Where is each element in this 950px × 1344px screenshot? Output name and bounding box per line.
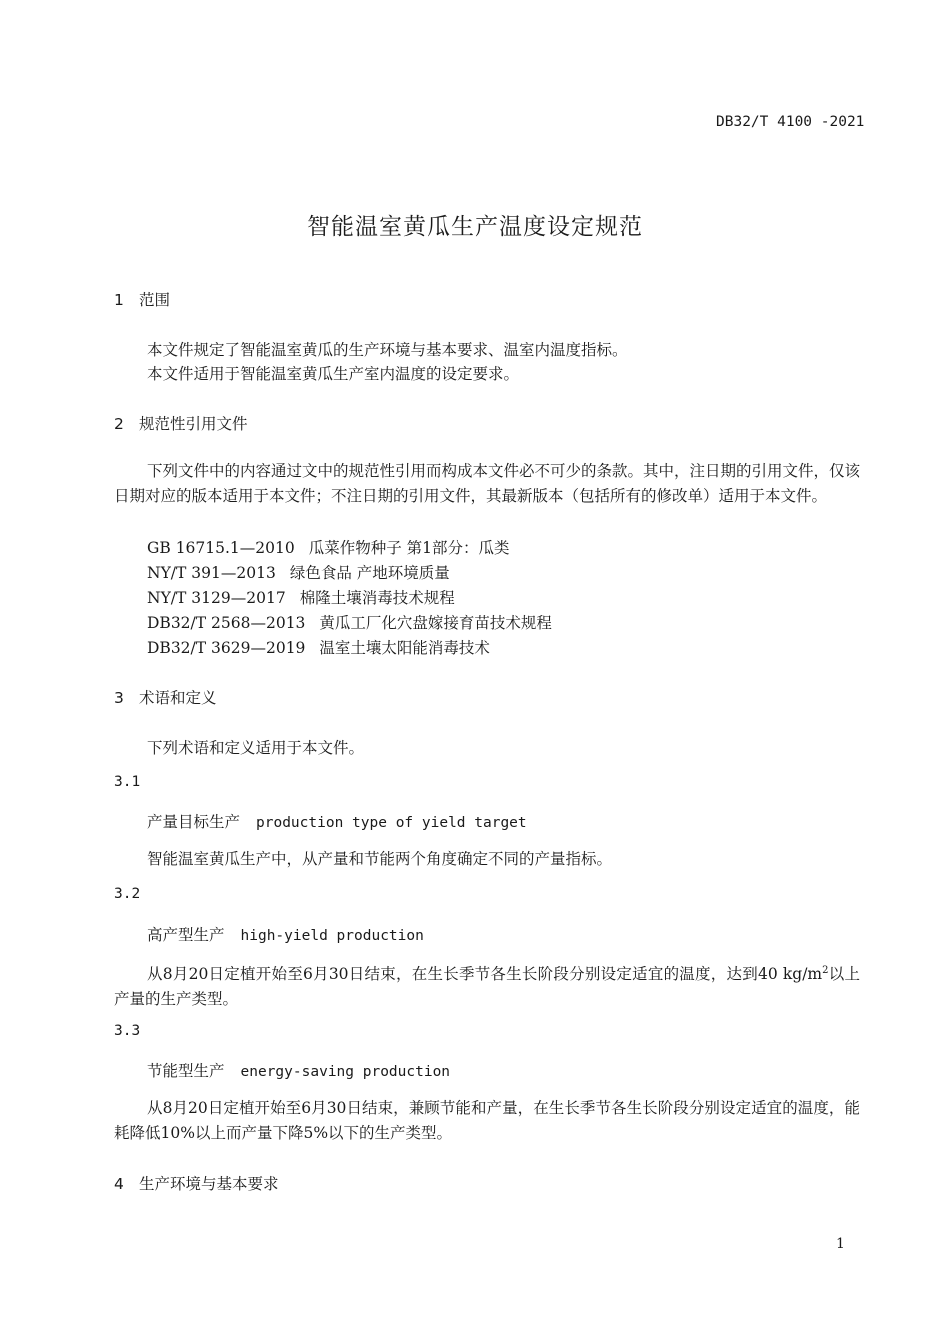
reference-code: NY/T 3129—2017	[147, 589, 286, 607]
term-heading	[147, 1059, 450, 1081]
section-title: 生产环境与基本要求	[139, 1175, 279, 1193]
section-1-heading	[114, 288, 170, 310]
reference-name: 黄瓜工厂化穴盘嫁接育苗技术规程	[319, 614, 552, 632]
definition-text: 以上产量的生产类型。	[114, 965, 860, 1009]
subsection-number: 3.2	[114, 886, 141, 902]
term-chinese: 高产型生产	[147, 926, 225, 944]
subsection-number: 3.3	[114, 1023, 141, 1039]
section-title: 规范性引用文件	[139, 415, 248, 433]
reference-name: 绿色食品 产地环境质量	[289, 564, 450, 582]
section-4-heading	[114, 1172, 279, 1194]
section-2-heading	[114, 412, 248, 434]
term-chinese: 节能型生产	[147, 1062, 225, 1080]
superscript: 2	[822, 965, 829, 976]
reference-name: 温室土壤太阳能消毒技术	[319, 639, 490, 657]
section-1-paragraph-2: 本文件适用于智能温室黄瓜生产室内温度的设定要求。	[147, 365, 520, 383]
section-number: 1	[114, 291, 124, 309]
term-heading	[147, 810, 527, 832]
reference-code: DB32/T 2568—2013	[147, 614, 306, 632]
section-2-intro: 下列文件中的内容通过文中的规范性引用而构成本文件必不可少的条款。其中，注日期的引用文件，仅该日期对应的版本适用于本文件；不注日期的引用文件，其最新版本（包括所有的修改单）适用于本文件。	[114, 462, 861, 505]
reference-name: 瓜菜作物种子 第1部分：瓜类	[308, 539, 510, 557]
section-3-intro: 下列术语和定义适用于本文件。	[147, 739, 365, 757]
term-english: high-yield production	[240, 928, 424, 944]
section-1-paragraph-1: 本文件规定了智能温室黄瓜的生产环境与基本要求、温室内温度指标。	[147, 341, 628, 359]
document-title: 智能温室黄瓜生产温度设定规范	[307, 214, 643, 240]
section-3-heading	[114, 686, 217, 708]
standard-code: DB32/T 4100 -2021	[716, 114, 865, 130]
term-english: energy-saving production	[240, 1064, 451, 1080]
term-chinese: 产量目标生产	[147, 813, 241, 831]
reference-code: DB32/T 3629—2019	[147, 639, 306, 657]
subsection-number: 3.1	[114, 774, 141, 790]
term-heading	[147, 923, 424, 945]
page-number: 1	[836, 1236, 845, 1252]
reference-item	[147, 561, 450, 583]
section-title: 术语和定义	[139, 689, 217, 707]
section-number: 3	[114, 689, 124, 707]
reference-name: 棉隆土壤消毒技术规程	[299, 589, 455, 607]
term-definition	[114, 958, 860, 1012]
section-title: 范围	[139, 291, 171, 309]
section-number: 2	[114, 415, 124, 433]
reference-item	[147, 536, 510, 558]
term-english: production type of yield target	[256, 815, 527, 831]
reference-item	[147, 586, 455, 608]
definition-text: 从8月20日定植开始至6月30日结束，在生长季节各生长阶段分别设定适宜的温度，达到40 kg/m	[147, 965, 823, 984]
term-definition: 从8月20日定植开始至6月30日结束，兼顾节能和产量，在生长季节各生长阶段分别设定适宜的温度，能耗降低10%以上而产量下降5%以下的生产类型。	[114, 1099, 860, 1142]
reference-code: NY/T 391—2013	[147, 564, 276, 582]
term-definition: 智能温室黄瓜生产中，从产量和节能两个角度确定不同的产量指标。	[147, 850, 613, 868]
reference-code: GB 16715.1—2010	[147, 539, 295, 557]
section-number: 4	[114, 1175, 124, 1193]
reference-item	[147, 611, 552, 633]
reference-item	[147, 636, 490, 658]
